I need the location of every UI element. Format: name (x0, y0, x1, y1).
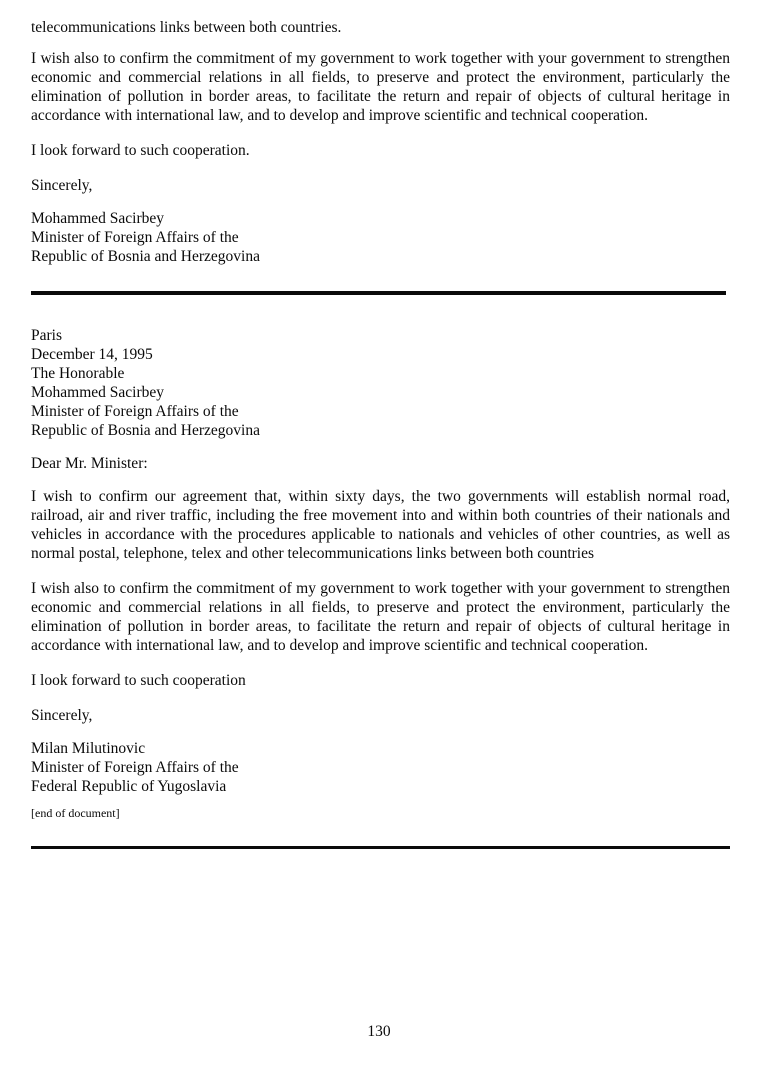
letter-2 (31, 326, 730, 820)
header-recipient-name: Mohammed Sacirbey (31, 383, 165, 401)
salutation: Dear Mr. Minister: (31, 454, 148, 472)
header-honorific: The Honorable (31, 364, 125, 382)
signature-block (31, 209, 730, 266)
paragraph-commitment: I wish also to confirm the commitment of my government to work together with your government to strengthen economic and commercial relations in all fields, to preserve and protect the environment, particularly the elimination of pollution in border areas, to facilitate the return and repair of objects of cultural heritage in accordance with international law, and to develop and improve scientific and technical cooperation. (31, 50, 730, 124)
letter-1 (31, 18, 730, 266)
signature-country: Federal Republic of Yugoslavia (31, 777, 227, 795)
signature-country: Republic of Bosnia and Herzegovina (31, 248, 260, 265)
signature-block (31, 739, 730, 796)
section-divider (31, 846, 730, 850)
header-date: December 14, 1995 (31, 345, 153, 363)
header-place: Paris (31, 326, 62, 344)
paragraph-commitment: I wish also to confirm the commitment of my government to work together with your government to strengthen economic and commercial relations in all fields, to preserve and protect the environment, particularly the elimination of pollution in border areas, to facilitate the return and repair of objects of cultural heritage in accordance with international law, and to develop and improve scientific and technical cooperation. (31, 579, 730, 654)
closing: Sincerely, (31, 706, 93, 724)
paragraph-look-forward: I look forward to such cooperation (31, 671, 246, 689)
header-recipient-title: Minister of Foreign Affairs of the (31, 402, 239, 420)
end-of-document-note: [end of document] (31, 805, 120, 820)
signature-name: Milan Milutinovic (31, 739, 146, 757)
header-recipient-country: Republic of Bosnia and Herzegovina (31, 421, 260, 439)
paragraph-agreement: I wish to confirm our agreement that, within sixty days, the two governments will establish normal road, railroad, air and river traffic, including the free movement into and within both countries of their nationals and vehicles in accordance with the procedures applicable to nationals and vehicles of other countries, as well as normal postal, telephone, telex and other telecommunications links between both countries (31, 487, 730, 562)
continuation-line: telecommunications links between both countries. (31, 19, 342, 36)
closing: Sincerely, (31, 177, 93, 194)
signature-name: Mohammed Sacirbey (31, 210, 165, 227)
signature-title: Minister of Foreign Affairs of the (31, 229, 239, 246)
paragraph-look-forward: I look forward to such cooperation. (31, 142, 250, 159)
signature-title: Minister of Foreign Affairs of the (31, 758, 239, 776)
page-number: 130 (367, 1023, 391, 1040)
section-divider (31, 291, 726, 295)
letter-header (31, 326, 730, 440)
